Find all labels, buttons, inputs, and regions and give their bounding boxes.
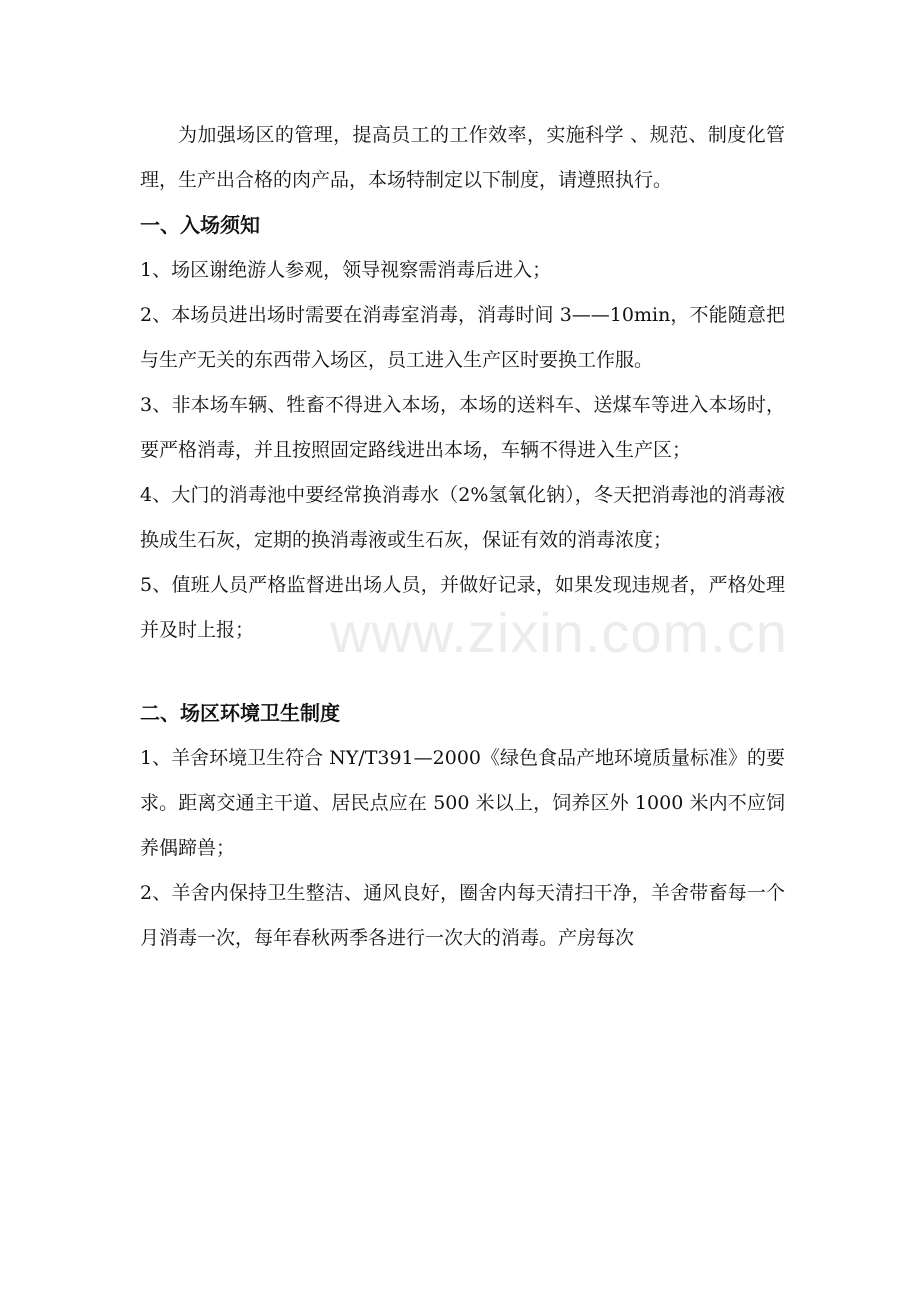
section1-heading: 一、入场须知 bbox=[140, 213, 260, 237]
section1-item-2: 2、本场员进出场时需要在消毒室消毒，消毒时间 3——10min，不能随意把与生产无关的东西带入场区，员工进入生产区时要换工作服。 bbox=[140, 304, 785, 371]
document-page bbox=[140, 113, 785, 961]
section1-item-1: 1、场区谢绝游人参观，领导视察需消毒后进入； bbox=[140, 259, 552, 281]
section2-heading: 二、场区环境卫生制度 bbox=[140, 701, 340, 725]
section1-item-4: 4、大门的消毒池中要经常换消毒水（2%氢氧化钠），冬天把消毒池的消毒液换成生石灰，定期的换消毒液或生石灰，保证有效的消毒浓度； bbox=[140, 484, 785, 551]
section2-item-2: 2、羊舍内保持卫生整洁、通风良好，圈舍内每天清扫干净，羊舍带畜每一个月消毒一次，每年春秋两季各进行一次大的消毒。产房每次 bbox=[140, 882, 785, 949]
watermark: www.zixin.com.cn bbox=[330, 601, 788, 664]
section1-item-5: 5、值班人员严格监督进出场人员，并做好记录，如果发现违规者，严格处理并及时上报； bbox=[140, 574, 785, 641]
section-gap bbox=[140, 653, 785, 691]
intro-paragraph: 为加强场区的管理，提高员工的工作效率，实施科学 、规范、制度化管理，生产出合格的肉产品，本场特制定以下制度，请遵照执行。 bbox=[140, 124, 785, 191]
section1-item-3: 3、非本场车辆、牲畜不得进入本场，本场的送料车、送煤车等进入本场时，要严格消毒，并且按照固定路线进出本场，车辆不得进入生产区； bbox=[140, 394, 785, 461]
section2-item-1: 1、羊舍环境卫生符合 NY/T391—2000《绿色食品产地环境质量标准》的要求。距离交通主干道、居民点应在 500 米以上，饲养区外 1000 米内不应饲养偶蹄兽； bbox=[140, 747, 785, 859]
